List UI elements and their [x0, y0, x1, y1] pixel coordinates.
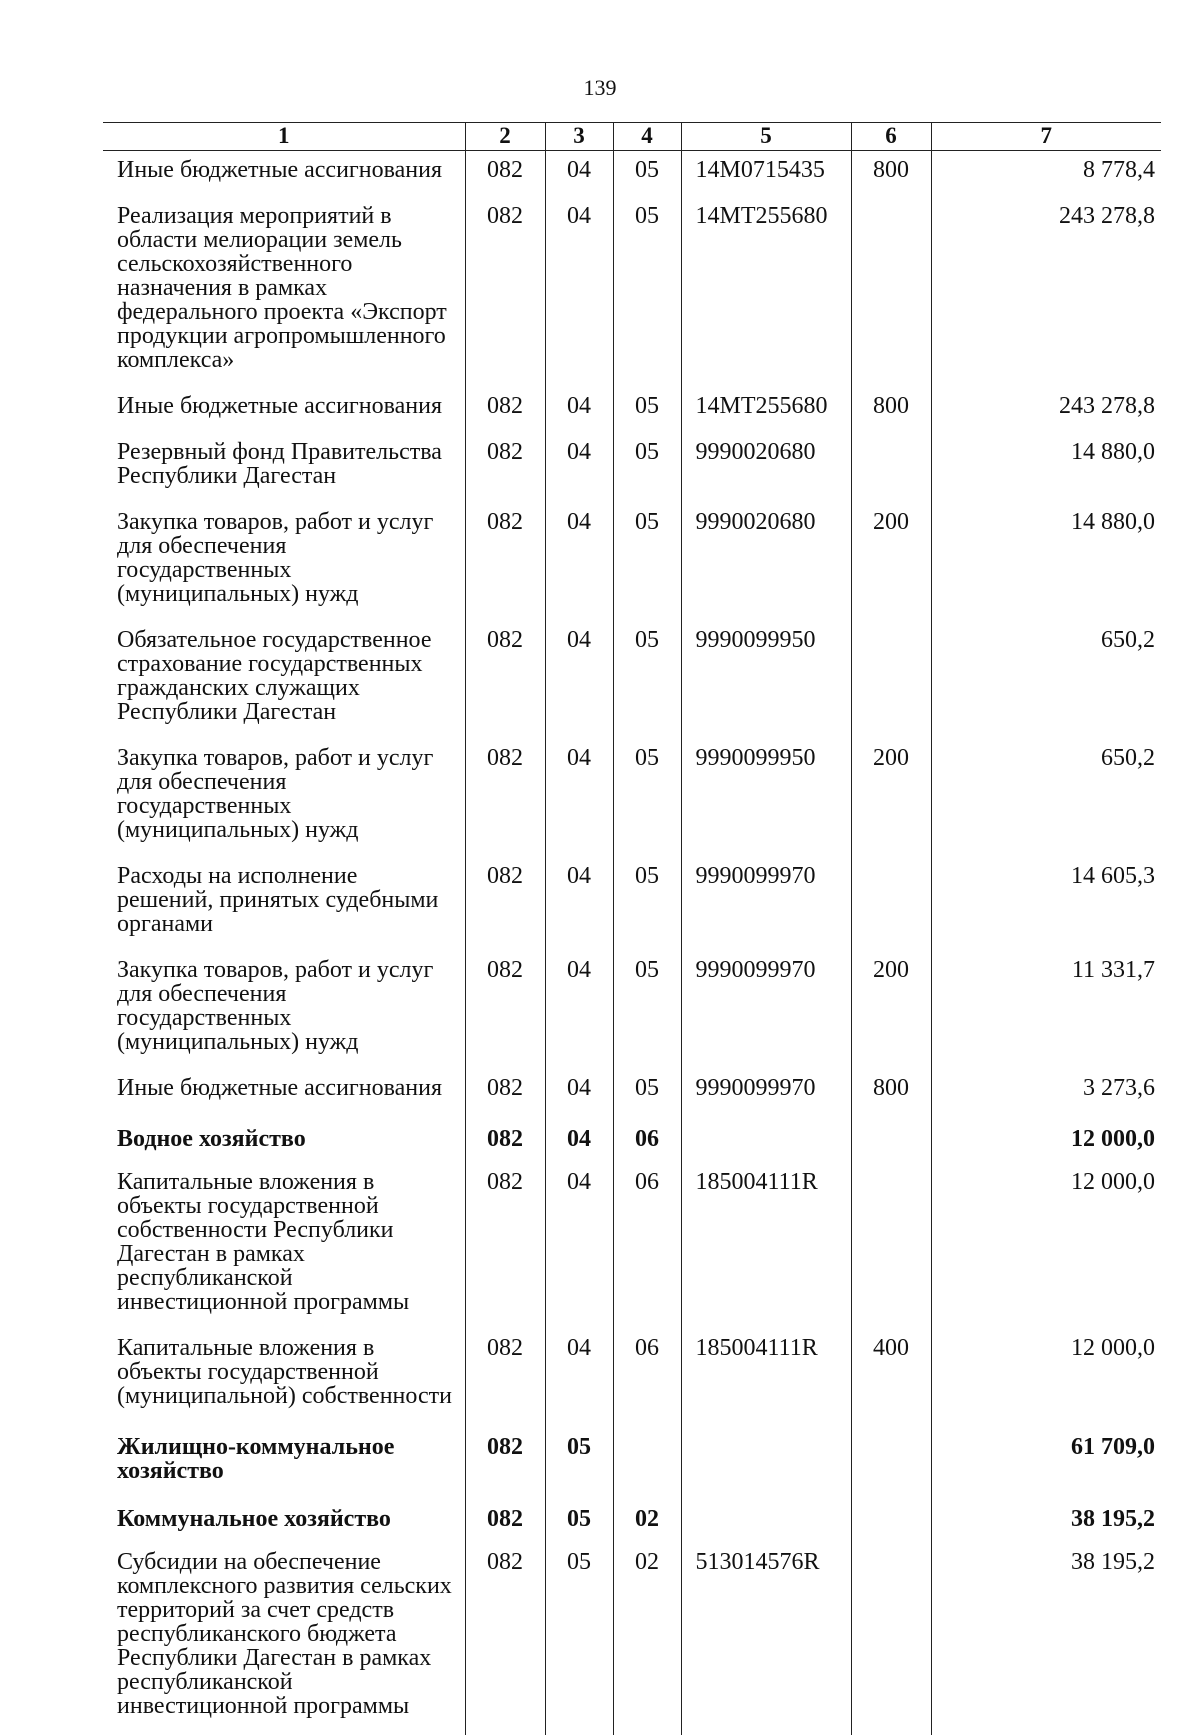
row-expense-type: [851, 621, 931, 739]
row-expense-type: [851, 1423, 931, 1495]
table-row: [103, 151, 1161, 198]
row-amount: 650,2: [931, 621, 1161, 739]
row-amount: 12 000,0: [931, 1329, 1161, 1423]
row-section: 04: [545, 387, 613, 433]
row-name: Резервный фонд Правительства Республики Дагестан: [117, 439, 442, 489]
row-amount: 14 880,0: [931, 433, 1161, 503]
row-section: 04: [545, 1329, 613, 1423]
row-gov-code: 082: [465, 857, 545, 951]
row-section: 04: [545, 621, 613, 739]
row-name: Закупка товаров, работ и услуг для обеспечения государственных (муниципальных) нужд: [117, 509, 434, 607]
row-gov-code: 082: [465, 1329, 545, 1423]
row-section: 04: [545, 151, 613, 198]
row-amount: 3 273,6: [931, 1069, 1161, 1115]
row-subsection: 02: [613, 1543, 681, 1735]
row-amount: 14 605,3: [931, 857, 1161, 951]
table-row: [103, 1329, 1161, 1423]
row-section: 05: [545, 1423, 613, 1495]
row-section: 04: [545, 197, 613, 387]
row-name: Коммунальное хозяйство: [117, 1506, 391, 1532]
table-row: [103, 951, 1161, 1069]
row-target-article: 14МТ255680: [681, 197, 851, 387]
header-col-4: 4: [613, 123, 681, 151]
table-row: [103, 1069, 1161, 1115]
row-gov-code: 082: [465, 503, 545, 621]
row-name: Реализация мероприятий в области мелиорации земель сельскохозяйственного назначения в рамках федерального проекта «Экспорт продукции агропромышленного комплекса»: [117, 203, 447, 373]
row-subsection: 05: [613, 433, 681, 503]
row-name: Иные бюджетные ассигнования: [117, 393, 442, 419]
row-expense-type: [851, 433, 931, 503]
row-amount: 8 778,4: [931, 151, 1161, 198]
row-expense-type: [851, 197, 931, 387]
row-name: Иные бюджетные ассигнования: [117, 157, 442, 183]
table-row: [103, 1163, 1161, 1329]
row-target-article: 14МТ255680: [681, 387, 851, 433]
row-gov-code: 082: [465, 1495, 545, 1543]
row-gov-code: 082: [465, 387, 545, 433]
table-row: [103, 433, 1161, 503]
row-name: Капитальные вложения в объекты государственной собственности Республики Дагестан в рамках республиканской инвестиционной программы: [117, 1169, 410, 1315]
row-subsection: 06: [613, 1163, 681, 1329]
row-expense-type: [851, 1115, 931, 1163]
row-subsection: 05: [613, 951, 681, 1069]
row-subsection: 05: [613, 387, 681, 433]
row-section: 04: [545, 1069, 613, 1115]
table-row: [103, 857, 1161, 951]
row-amount: 61 709,0: [931, 1423, 1161, 1495]
row-subsection: 06: [613, 1329, 681, 1423]
row-target-article: 9990020680: [681, 433, 851, 503]
row-section: 04: [545, 739, 613, 857]
row-section: 04: [545, 1115, 613, 1163]
row-gov-code: 082: [465, 951, 545, 1069]
row-expense-type: [851, 857, 931, 951]
row-expense-type: 200: [851, 503, 931, 621]
row-subsection: 05: [613, 197, 681, 387]
row-gov-code: 082: [465, 621, 545, 739]
row-subsection: 05: [613, 857, 681, 951]
row-gov-code: 082: [465, 739, 545, 857]
row-subsection: 05: [613, 503, 681, 621]
row-name: Закупка товаров, работ и услуг для обеспечения государственных (муниципальных) нужд: [117, 957, 434, 1055]
row-expense-type: 800: [851, 387, 931, 433]
table-row: [103, 503, 1161, 621]
row-expense-type: [851, 1163, 931, 1329]
row-section: 04: [545, 503, 613, 621]
row-name: Водное хозяйство: [117, 1126, 306, 1152]
row-amount: 12 000,0: [931, 1115, 1161, 1163]
row-expense-type: 400: [851, 1329, 931, 1423]
row-target-article: 14М0715435: [681, 151, 851, 198]
row-subsection: 05: [613, 739, 681, 857]
header-col-1: 1: [103, 123, 465, 151]
row-target-article: 9990099950: [681, 739, 851, 857]
header-col-2: 2: [465, 123, 545, 151]
header-col-6: 6: [851, 123, 931, 151]
header-col-5: 5: [681, 123, 851, 151]
row-gov-code: 082: [465, 1069, 545, 1115]
row-target-article: 9990099970: [681, 951, 851, 1069]
row-target-article: [681, 1495, 851, 1543]
table-row: [103, 387, 1161, 433]
row-target-article: 9990099970: [681, 1069, 851, 1115]
row-target-article: 513014576R: [681, 1543, 851, 1735]
row-target-article: 9990020680: [681, 503, 851, 621]
table-row: [103, 197, 1161, 387]
row-target-article: 9990099970: [681, 857, 851, 951]
row-expense-type: [851, 1543, 931, 1735]
row-name: Обязательное государственное страхование государственных гражданских служащих Республики Дагестан: [117, 627, 432, 725]
row-subsection: 05: [613, 1069, 681, 1115]
row-name: Жилищно-коммунальное хозяйство: [117, 1434, 395, 1484]
table-header-row: [103, 123, 1161, 151]
row-subsection: 05: [613, 151, 681, 198]
header-col-7: 7: [931, 123, 1161, 151]
row-amount: 38 195,2: [931, 1543, 1161, 1735]
row-subsection: [613, 1423, 681, 1495]
row-target-article: 9990099950: [681, 621, 851, 739]
row-expense-type: [851, 1495, 931, 1543]
row-name: Расходы на исполнение решений, принятых судебными органами: [117, 863, 439, 937]
row-gov-code: 082: [465, 1115, 545, 1163]
row-name: Субсидии на обеспечение комплексного развития сельских территорий за счет средств республиканского бюджета Республики Дагестан в рамках республиканской инвестиционной программы: [117, 1549, 452, 1719]
budget-table: [103, 122, 1161, 1735]
row-name: Капитальные вложения в объекты государственной (муниципальной) собственности: [117, 1335, 452, 1409]
header-col-3: 3: [545, 123, 613, 151]
row-subsection: 06: [613, 1115, 681, 1163]
row-amount: 38 195,2: [931, 1495, 1161, 1543]
row-section: 05: [545, 1495, 613, 1543]
row-subsection: 05: [613, 621, 681, 739]
row-section: 04: [545, 1163, 613, 1329]
table-row: [103, 1495, 1161, 1543]
row-subsection: 02: [613, 1495, 681, 1543]
table-row: [103, 621, 1161, 739]
row-gov-code: 082: [465, 1423, 545, 1495]
row-target-article: [681, 1115, 851, 1163]
row-amount: 243 278,8: [931, 197, 1161, 387]
row-target-article: 185004111R: [681, 1163, 851, 1329]
row-section: 04: [545, 857, 613, 951]
row-gov-code: 082: [465, 1163, 545, 1329]
row-gov-code: 082: [465, 433, 545, 503]
row-gov-code: 082: [465, 151, 545, 198]
row-amount: 12 000,0: [931, 1163, 1161, 1329]
row-section: 04: [545, 951, 613, 1069]
row-section: 05: [545, 1543, 613, 1735]
row-expense-type: 800: [851, 1069, 931, 1115]
table-row: [103, 1543, 1161, 1735]
row-gov-code: 082: [465, 197, 545, 387]
row-gov-code: 082: [465, 1543, 545, 1735]
row-expense-type: 800: [851, 151, 931, 198]
table-row: [103, 739, 1161, 857]
row-expense-type: 200: [851, 951, 931, 1069]
row-name: Иные бюджетные ассигнования: [117, 1075, 442, 1101]
row-section: 04: [545, 433, 613, 503]
page-number: 139: [583, 75, 617, 100]
row-expense-type: 200: [851, 739, 931, 857]
table-row: [103, 1423, 1161, 1495]
row-amount: 11 331,7: [931, 951, 1161, 1069]
table-row: [103, 1115, 1161, 1163]
row-amount: 14 880,0: [931, 503, 1161, 621]
row-amount: 243 278,8: [931, 387, 1161, 433]
row-name: Закупка товаров, работ и услуг для обеспечения государственных (муниципальных) нужд: [117, 745, 434, 843]
row-target-article: 185004111R: [681, 1329, 851, 1423]
row-target-article: [681, 1423, 851, 1495]
row-amount: 650,2: [931, 739, 1161, 857]
